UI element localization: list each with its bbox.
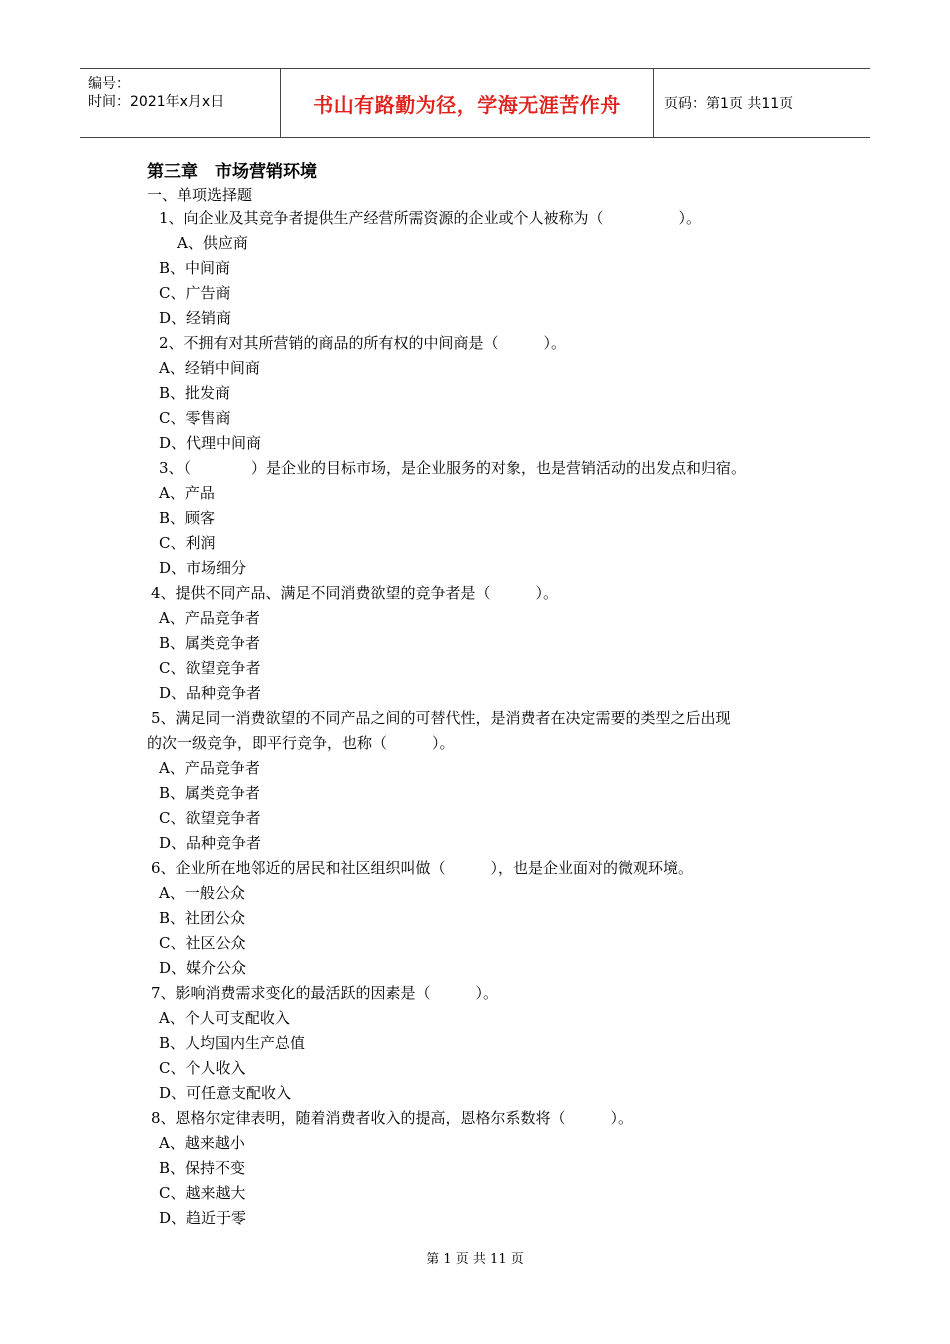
question-stem-line-2: 的次一级竞争，即平行竞争，也称（ ）。 bbox=[147, 734, 455, 752]
answer-option: A、产品竞争者 bbox=[159, 609, 260, 627]
answer-option: D、代理中间商 bbox=[159, 434, 262, 452]
code-label: 编号： bbox=[88, 76, 130, 92]
answer-option: B、属类竞争者 bbox=[159, 784, 261, 802]
question-stem: 1、向企业及其竞争者提供生产经营所需资源的企业或个人被称为（ ）。 bbox=[159, 209, 702, 227]
answer-option: D、经销商 bbox=[159, 309, 232, 327]
answer-option: C、个人收入 bbox=[159, 1059, 246, 1077]
answer-option: C、利润 bbox=[159, 534, 216, 552]
question-stem: 2、不拥有对其所营销的商品的所有权的中间商是（ ）。 bbox=[159, 334, 567, 352]
date-label: 时间：2021年x月x日 bbox=[88, 94, 225, 110]
answer-option: C、欲望竞争者 bbox=[159, 809, 261, 827]
question-stem: 3、（ ）是企业的目标市场，是企业服务的对象，也是营销活动的出发点和归宿。 bbox=[159, 459, 747, 477]
answer-option: C、越来越大 bbox=[159, 1184, 246, 1202]
answer-option: A、个人可支配收入 bbox=[159, 1009, 290, 1027]
document-header bbox=[80, 68, 870, 138]
question-stem: 7、影响消费需求变化的最活跃的因素是（ ）。 bbox=[151, 984, 499, 1002]
answer-option: D、可任意支配收入 bbox=[159, 1084, 292, 1102]
header-motto-cell bbox=[281, 69, 654, 137]
answer-option: C、欲望竞争者 bbox=[159, 659, 261, 677]
answer-option: C、广告商 bbox=[159, 284, 231, 302]
page-footer: 第 1 页 共 11 页 bbox=[426, 1252, 524, 1267]
question-stem-line-1: 5、满足同一消费欲望的不同产品之间的可替代性，是消费者在决定需要的类型之后出现 bbox=[151, 709, 731, 727]
answer-option: A、产品竞争者 bbox=[159, 759, 260, 777]
answer-option: C、社区公众 bbox=[159, 934, 246, 952]
header-page-info bbox=[654, 69, 870, 137]
answer-option: A、供应商 bbox=[177, 234, 248, 252]
answer-option: D、媒介公众 bbox=[159, 959, 247, 977]
answer-option: A、产品 bbox=[159, 484, 215, 502]
answer-option: D、品种竞争者 bbox=[159, 684, 262, 702]
answer-option: A、一般公众 bbox=[159, 884, 245, 902]
chapter-title: 第三章 市场营销环境 bbox=[147, 162, 317, 182]
answer-option: A、越来越小 bbox=[159, 1134, 245, 1152]
answer-option: B、批发商 bbox=[159, 384, 231, 402]
question-stem: 8、恩格尔定律表明，随着消费者收入的提高，恩格尔系数将（ ）。 bbox=[151, 1109, 634, 1127]
answer-option: B、人均国内生产总值 bbox=[159, 1034, 306, 1052]
question-stem: 6、企业所在地邻近的居民和社区组织叫做（ ），也是企业面对的微观环境。 bbox=[151, 859, 694, 877]
answer-option: B、顾客 bbox=[159, 509, 216, 527]
answer-option: B、社团公众 bbox=[159, 909, 246, 927]
section-title: 一、单项选择题 bbox=[147, 186, 253, 204]
answer-option: B、中间商 bbox=[159, 259, 231, 277]
page-info: 页码：第1页 共11页 bbox=[664, 96, 794, 112]
header-meta bbox=[80, 69, 281, 137]
motto: 书山有路勤为径，学海无涯苦作舟 bbox=[313, 92, 621, 117]
answer-option: B、属类竞争者 bbox=[159, 634, 261, 652]
answer-option: D、品种竞争者 bbox=[159, 834, 262, 852]
answer-option: D、趋近于零 bbox=[159, 1209, 247, 1227]
question-stem bbox=[147, 706, 827, 756]
answer-option: B、保持不变 bbox=[159, 1159, 246, 1177]
answer-option: D、市场细分 bbox=[159, 559, 247, 577]
answer-option: A、经销中间商 bbox=[159, 359, 260, 377]
question-stem: 4、提供不同产品、满足不同消费欲望的竞争者是（ ）。 bbox=[151, 584, 559, 602]
document-body bbox=[147, 160, 827, 1231]
answer-option: C、零售商 bbox=[159, 409, 231, 427]
